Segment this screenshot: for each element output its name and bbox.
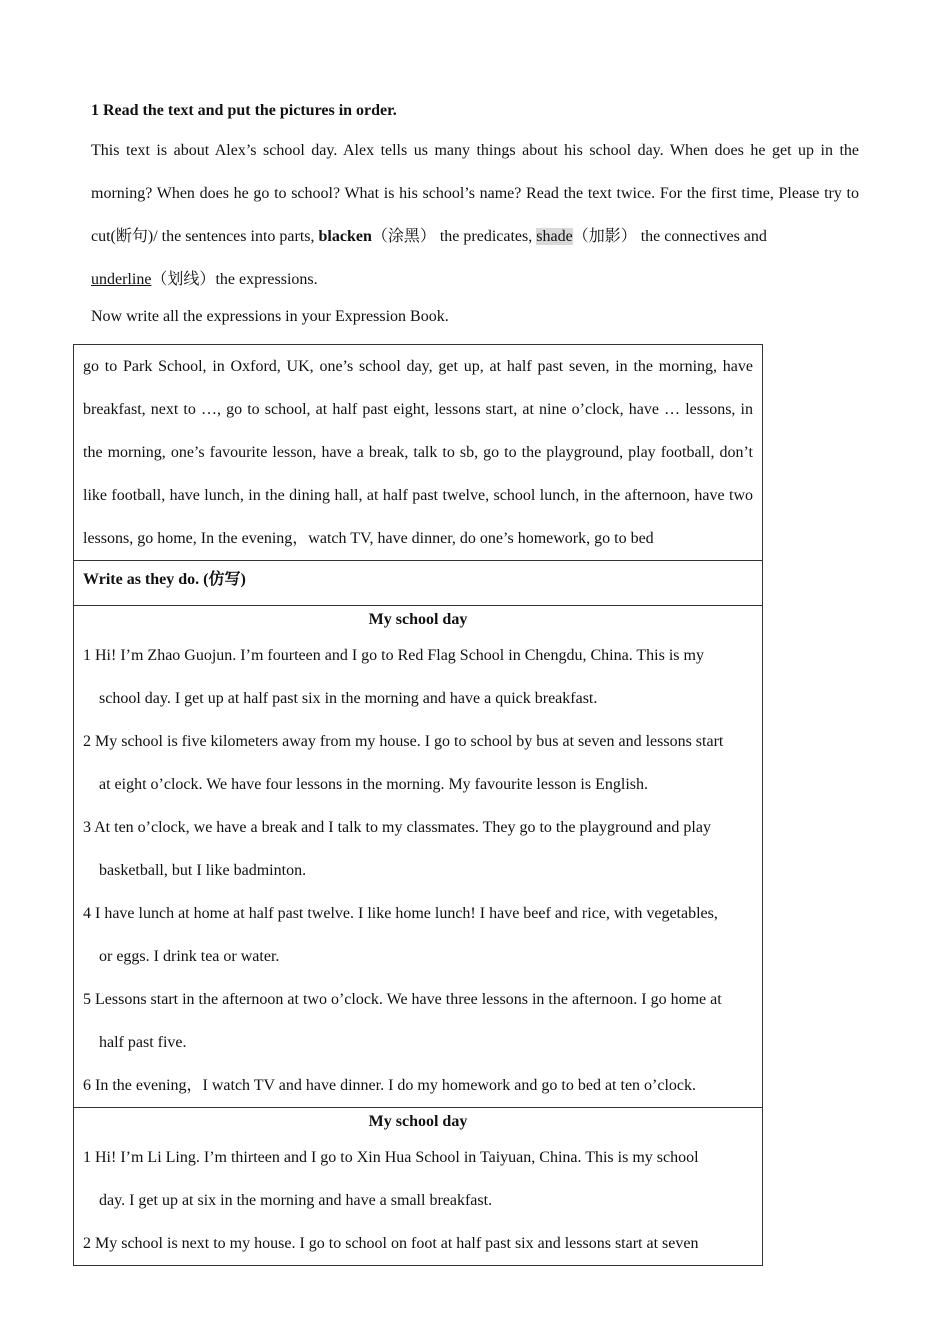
expressions-list: go to Park School, in Oxford, UK, one’s school day, get up, at half past seven, in the morning, have breakfast, next to …, go to school, at half past eight, lessons start, at nine o’clock, have … lessons, in the morning, one’s favourite lesson, have a break, talk to sb, go to the playground, play football, don’t like football, have lunch, in the dining hall, at half past twelve, school lunch, in the afternoon, have two lessons, go home, In the evening，watch TV, have dinner, do one’s homework, go to bed (83, 358, 753, 547)
expression-book-instruction: Now write all the expressions in your Expression Book. (91, 308, 449, 325)
essay2-paragraph (83, 1136, 753, 1222)
exercise-heading: 1 Read the text and put the pictures in order. (91, 102, 397, 119)
essay1-paragraph (83, 720, 753, 806)
essay-2-items (83, 1136, 753, 1265)
essay-1-title: My school day (368, 611, 468, 628)
shade-word: shade (536, 228, 573, 245)
intro-text-4: the expressions. (215, 271, 318, 288)
blacken-cn: （涂黑） (371, 228, 436, 245)
essay1-paragraph (83, 978, 753, 1064)
essay1-line: 1 Hi! I’m Zhao Guojun. I’m fourteen and I go to Red Flag School in Chengdu, China. This is my (83, 647, 704, 664)
blacken-word: blacken (318, 228, 372, 245)
essay1-line: 5 Lessons start in the afternoon at two o’clock. We have three lessons in the afternoon. I go home at (83, 991, 722, 1008)
shade-cn: （加影） (572, 228, 637, 245)
essay2-line: 2 My school is next to my house. I go to school on foot at half past six and lessons start at seven (83, 1235, 699, 1252)
essay1-continuation: or eggs. I drink tea or water. (99, 948, 280, 965)
essay1-continuation: at eight o’clock. We have four lessons in the morning. My favourite lesson is English. (99, 776, 648, 793)
essay1-paragraph (83, 1064, 753, 1107)
essay-1 (74, 606, 763, 1108)
essay1-paragraph (83, 634, 753, 720)
expressions-cell (74, 345, 763, 561)
underline-word: underline (91, 271, 152, 288)
intro-text-3: the connectives and (636, 228, 767, 245)
essay1-line: 4 I have lunch at home at half past twelve. I like home lunch! I have beef and rice, with vegetables, (83, 905, 718, 922)
essay1-line: 2 My school is five kilometers away from my house. I go to school by bus at seven and lessons start (83, 733, 724, 750)
essay1-continuation: basketball, but I like badminton. (99, 862, 307, 879)
intro-text-2: the predicates, (435, 228, 537, 245)
intro-text-1: This text is about Alex’s school day. Alex tells us many things about his school day. When does he get up in the morning? When does he go to school? What is his school’s name? Read the text twice. For the first time, Please try to cut(断句)/ the sentences into parts, (91, 142, 859, 245)
expressions-table (73, 344, 763, 1266)
essay1-paragraph (83, 892, 753, 978)
essay1-continuation: half past five. (99, 1034, 187, 1051)
underline-cn: （划线） (151, 271, 216, 288)
essay-2 (74, 1108, 763, 1266)
essay2-continuation: day. I get up at six in the morning and have a small breakfast. (99, 1192, 493, 1209)
essay-2-title: My school day (368, 1113, 468, 1130)
essay2-paragraph (83, 1222, 753, 1265)
intro-paragraph (91, 129, 859, 301)
essay1-line: 3 At ten o’clock, we have a break and I talk to my classmates. They go to the playground and play (83, 819, 711, 836)
essay2-line: 1 Hi! I’m Li Ling. I’m thirteen and I go to Xin Hua School in Taiyuan, China. This is my school (83, 1149, 699, 1166)
essay1-continuation: school day. I get up at half past six in the morning and have a quick breakfast. (99, 690, 598, 707)
essay1-line: 6 In the evening，I watch TV and have dinner. I do my homework and go to bed at ten o’clock. (83, 1077, 697, 1094)
write-as-they-do: Write as they do. (仿写) (74, 561, 763, 606)
essay-1-items (83, 634, 753, 1107)
essay1-paragraph (83, 806, 753, 892)
